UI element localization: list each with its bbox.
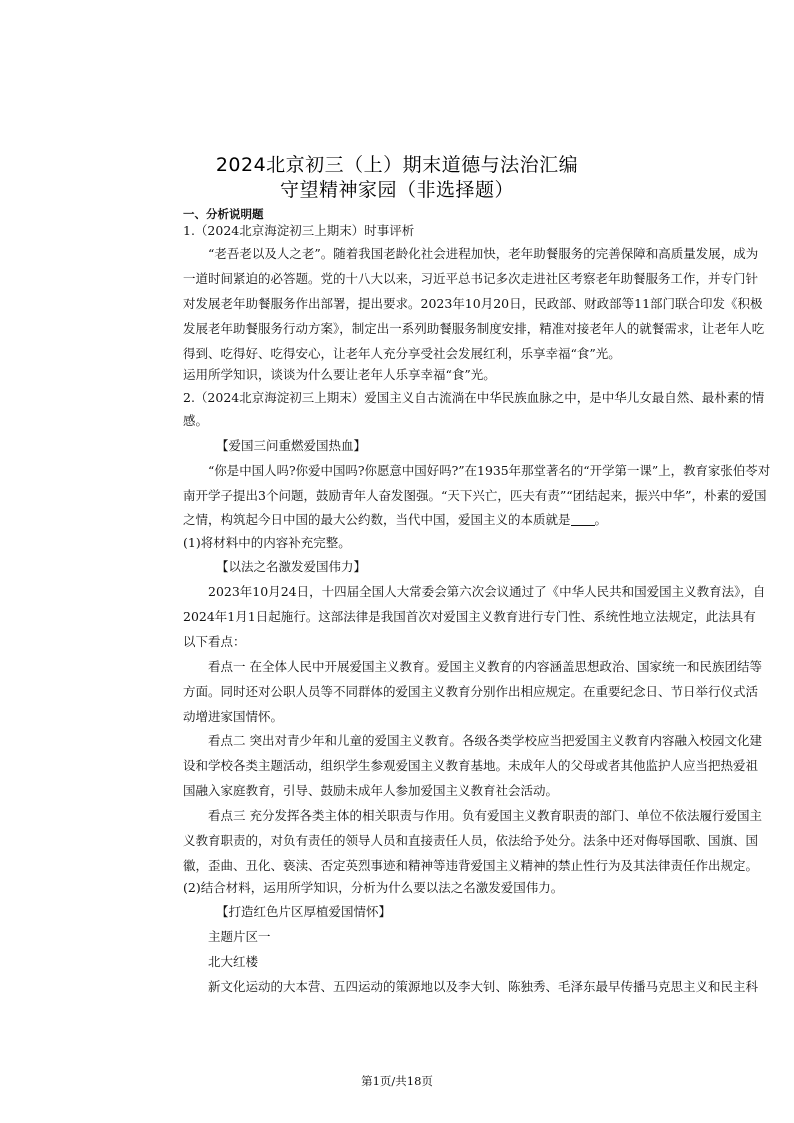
q2-header: 2.（2024北京海淀初三上期末）爱国主义自古流淌在中华民族血脉之中，是中华儿女最自然、最朴素的情 bbox=[183, 390, 765, 405]
q1-paragraph-line: 发展老年助餐服务行动方案》，制定出一系列助餐服务制度安排，精准对接老年人的就餐需求，让老年人吃 bbox=[183, 321, 765, 336]
q2-place-label: 北大红楼 bbox=[208, 954, 259, 969]
q2-area-label: 主题片区一 bbox=[208, 929, 271, 944]
section-heading: 一、分析说明题 bbox=[183, 207, 264, 221]
q2-paragraph-line: 2023年10月24日，十四届全国人大常委会第六次会议通过了《中华人民共和国爱国主义教育法》，自 bbox=[208, 584, 766, 599]
q2-section-title: 【爱国三问重燃爱国热血】 bbox=[216, 438, 367, 453]
page-number: 第1页/共18页 bbox=[361, 1074, 433, 1088]
q1-paragraph-line: 得到、吃得好、吃得安心，让老年人充分享受社会发展红利，乐享幸福“食”光。 bbox=[183, 346, 621, 361]
q2-paragraph-line: 以下看点： bbox=[183, 634, 246, 649]
q2-point-1: 看点一 在全体人民中开展爱国主义教育。爱国主义教育的内容涵盖思想政治、国家统一和民族团结等 bbox=[208, 659, 762, 674]
q1-paragraph-line: “老吾老以及人之老”。随着我国老龄化社会进程加快，老年助餐服务的完善保障和高质量发展，成为 bbox=[208, 246, 759, 261]
q2-paragraph-line: 新文化运动的大本营、五四运动的策源地以及李大钊、陈独秀、毛泽东最早传播马克思主义和民主科 bbox=[208, 979, 759, 994]
q2-paragraph-line: 2024年1月1日起施行。这部法律是我国首次对爱国主义教育进行专门性、系统性地立法规定，此法具有 bbox=[183, 609, 756, 624]
q2-paragraph-line: “你是中国人吗?你爱中国吗?你愿意中国好吗?”在1935年那堂著名的“开学第一课”上，教育家张伯苓对 bbox=[208, 463, 771, 478]
q2-paragraph-line: 义教育职责的，对负有责任的领导人员和直接责任人员，依法给予处分。法条中还对侮辱国歌、国旗、国 bbox=[183, 833, 759, 848]
q2-paragraph-line: 南开学子提出3个问题，鼓励青年人奋发图强。“天下兴亡，匹夫有责”“团结起来，振兴中华”，朴素的爱国 bbox=[183, 488, 767, 503]
q2-paragraph-text: 之情，构筑起今日中国的最大公约数，当代中国，爱国主义的本质就是 bbox=[183, 512, 571, 527]
q1-paragraph-line: 一道时间紧迫的必答题。党的十八大以来，习近平总书记多次走进社区考察老年助餐服务工作，并专门针 bbox=[183, 271, 759, 286]
q2-subquestion-2: (2)结合材料，运用所学知识，分析为什么要以法之名激发爱国伟力。 bbox=[183, 880, 564, 895]
q2-paragraph-line: 设和学校各类主题活动，组织学生参观爱国主义教育基地。未成年人的父母或者其他监护人应当把热爱祖 bbox=[183, 758, 759, 773]
q1-paragraph-line: 对发展老年助餐服务作出部署，提出要求。2023年10月20日，民政部、财政部等11部门联合印发《积极 bbox=[183, 296, 763, 311]
q2-header: 感。 bbox=[183, 413, 209, 428]
document-subtitle: 守望精神家园（非选择题） bbox=[279, 179, 514, 201]
q2-paragraph-line: 动增进家国情怀。 bbox=[183, 709, 284, 724]
q1-question: 运用所学知识，谈谈为什么要让老年人乐享幸福“食”光。 bbox=[183, 367, 496, 382]
q1-header: 1.（2024北京海淀初三上期末）时事评析 bbox=[183, 223, 415, 238]
q2-point-2: 看点二 突出对青少年和儿童的爱国主义教育。各级各类学校应当把爱国主义教育内容融入校园文化建 bbox=[208, 733, 762, 748]
q2-paragraph-line: 方面。同时还对公职人员等不同群体的爱国主义教育分别作出相应规定。在重要纪念日、节日举行仪式活 bbox=[183, 684, 759, 699]
q2-paragraph-line: 国融入家庭教育，引导、鼓励未成年人参加爱国主义教育社会活动。 bbox=[183, 783, 559, 798]
q2-section-title: 【打造红色片区厚植爱国情怀】 bbox=[216, 904, 392, 919]
answer-blank[interactable] bbox=[571, 513, 595, 526]
q2-section-title: 【以法之名激发爱国伟力】 bbox=[216, 559, 367, 574]
q2-paragraph-text: 。 bbox=[594, 512, 608, 527]
q2-paragraph-line bbox=[183, 511, 607, 528]
q2-point-3: 看点三 充分发挥各类主体的相关职责与作用。负有爱国主义教育职责的部门、单位不依法履行爱国主 bbox=[208, 808, 762, 823]
q2-paragraph-line: 徽，歪曲、丑化、亵渎、否定英烈事迹和精神等违背爱国主义精神的禁止性行为及其法律责任作出规定。 bbox=[183, 858, 759, 873]
document-title: 2024北京初三（上）期末道德与法治汇编 bbox=[215, 154, 579, 176]
q2-subquestion-1: (1)将材料中的内容补充完整。 bbox=[183, 535, 351, 550]
